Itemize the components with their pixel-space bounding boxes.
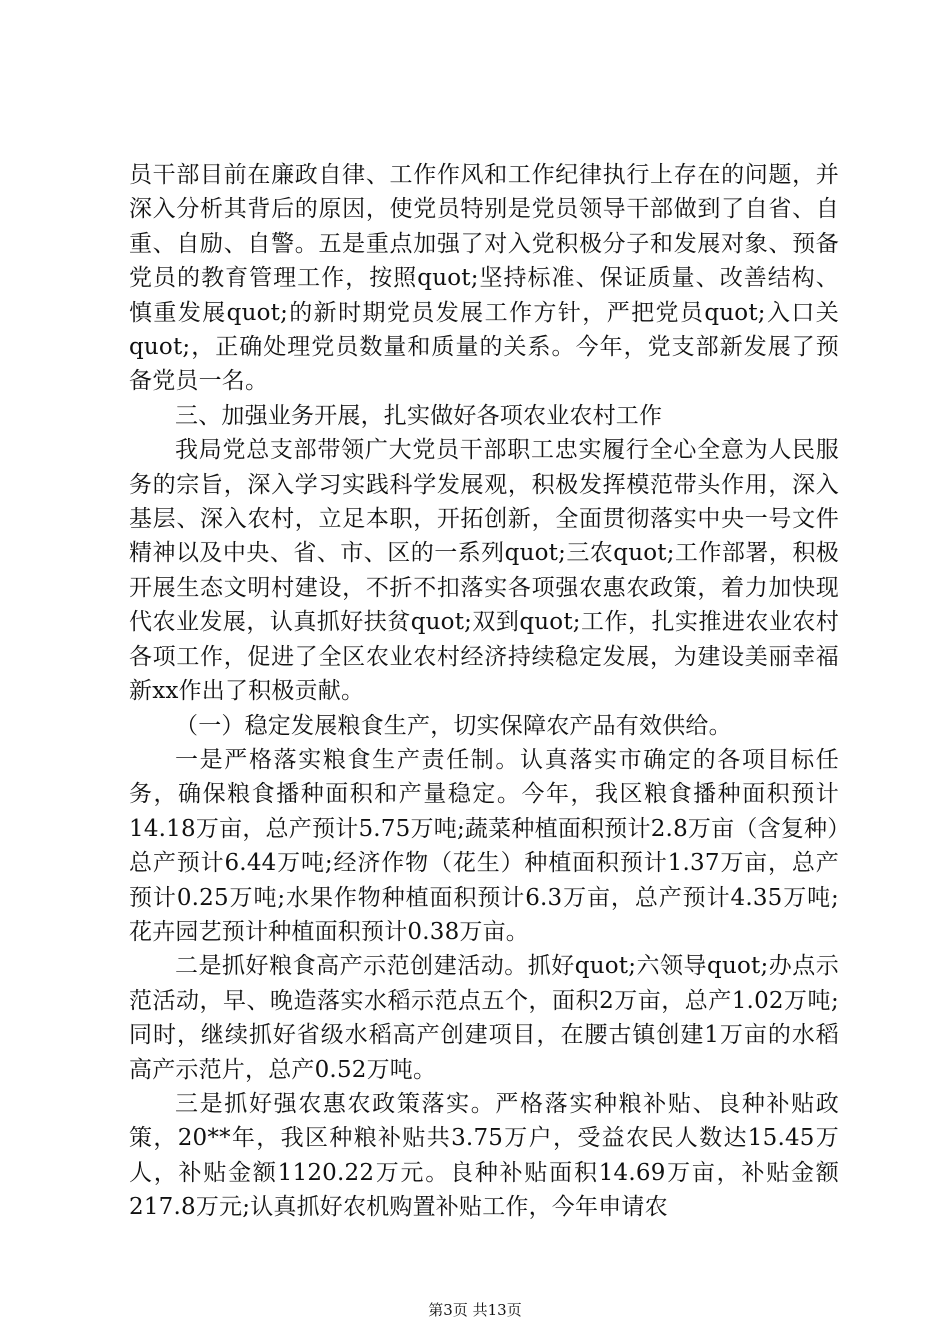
paragraph-high-yield-demo: 二是抓好粮食高产示范创建活动。抓好quot;六领导quot;办点示范活动，早、晚造落实水稻示范点五个，面积2万亩，总产1.02万吨;同时，继续抓好省级水稻高产创建项目，在腰古镇创建1万亩的水稻高产示范片，总产0.52万吨。 xyxy=(129,953,839,1083)
paragraph-party-branch-work: 我局党总支部带领广大党员干部职工忠实履行全心全意为人民服务的宗旨，深入学习实践科学发展观，积极发挥模范带头作用，深入基层、深入农村，立足本职，开拓创新，全面贯彻落实中央一号文件精神以及中央、省、市、区的一系列quot;三农quot;工作部署，积极开展生态文明村建设，不折不扣落实各项强农惠农政策，着力加快现代农业发展，认真抓好扶贫quot;双到quot;工作，扎实推进农业农村各项工作，促进了全区农业农村经济持续稳定发展，为建设美丽幸福新xx作出了积极贡献。 xyxy=(129,437,839,705)
section-heading-agriculture: 三、加强业务开展，扎实做好各项农业农村工作 xyxy=(175,402,663,429)
paragraph-grain-responsibility: 一是严格落实粮食生产责任制。认真落实市确定的各项目标任务，确保粮食播种面积和产量稳定。今年，我区粮食播种面积预计14.18万亩，总产预计5.75万吨;蔬菜种植面积预计2.8万亩（含复种）总产预计6.44万吨;经济作物（花生）种植面积预计1.37万亩，总产预计0.25万吨;水果作物种植面积预计6.3万亩，总产预计4.35万吨;花卉园艺预计种植面积预计0.38万亩。 xyxy=(129,746,839,945)
page-number-footer: 第3页 共13页 xyxy=(428,1301,522,1319)
subsection-heading-grain: （一）稳定发展粮食生产，切实保障农产品有效供给。 xyxy=(175,712,732,739)
document-body xyxy=(129,158,839,1225)
paragraph-subsidy-policy: 三是抓好强农惠农政策落实。严格落实种粮补贴、良种补贴政策，20**年，我区种粮补贴共3.75万户，受益农民人数达15.45万人，补贴金额1120.22万元。良种补贴面积14.69万亩，补贴金额217.8万元;认真抓好农机购置补贴工作，今年申请农 xyxy=(129,1090,839,1221)
paragraph-party-discipline: 员干部目前在廉政自律、工作作风和工作纪律执行上存在的问题，并深入分析其背后的原因，使党员特别是党员领导干部做到了自省、自重、自励、自警。五是重点加强了对入党积极分子和发展对象、预备党员的教育管理工作，按照quot;坚持标准、保证质量、改善结构、慎重发展quot;的新时期党员发展工作方针，严把党员quot;入口关quot;，正确处理党员数量和质量的关系。今年，党支部新发展了预备党员一名。 xyxy=(129,162,839,395)
